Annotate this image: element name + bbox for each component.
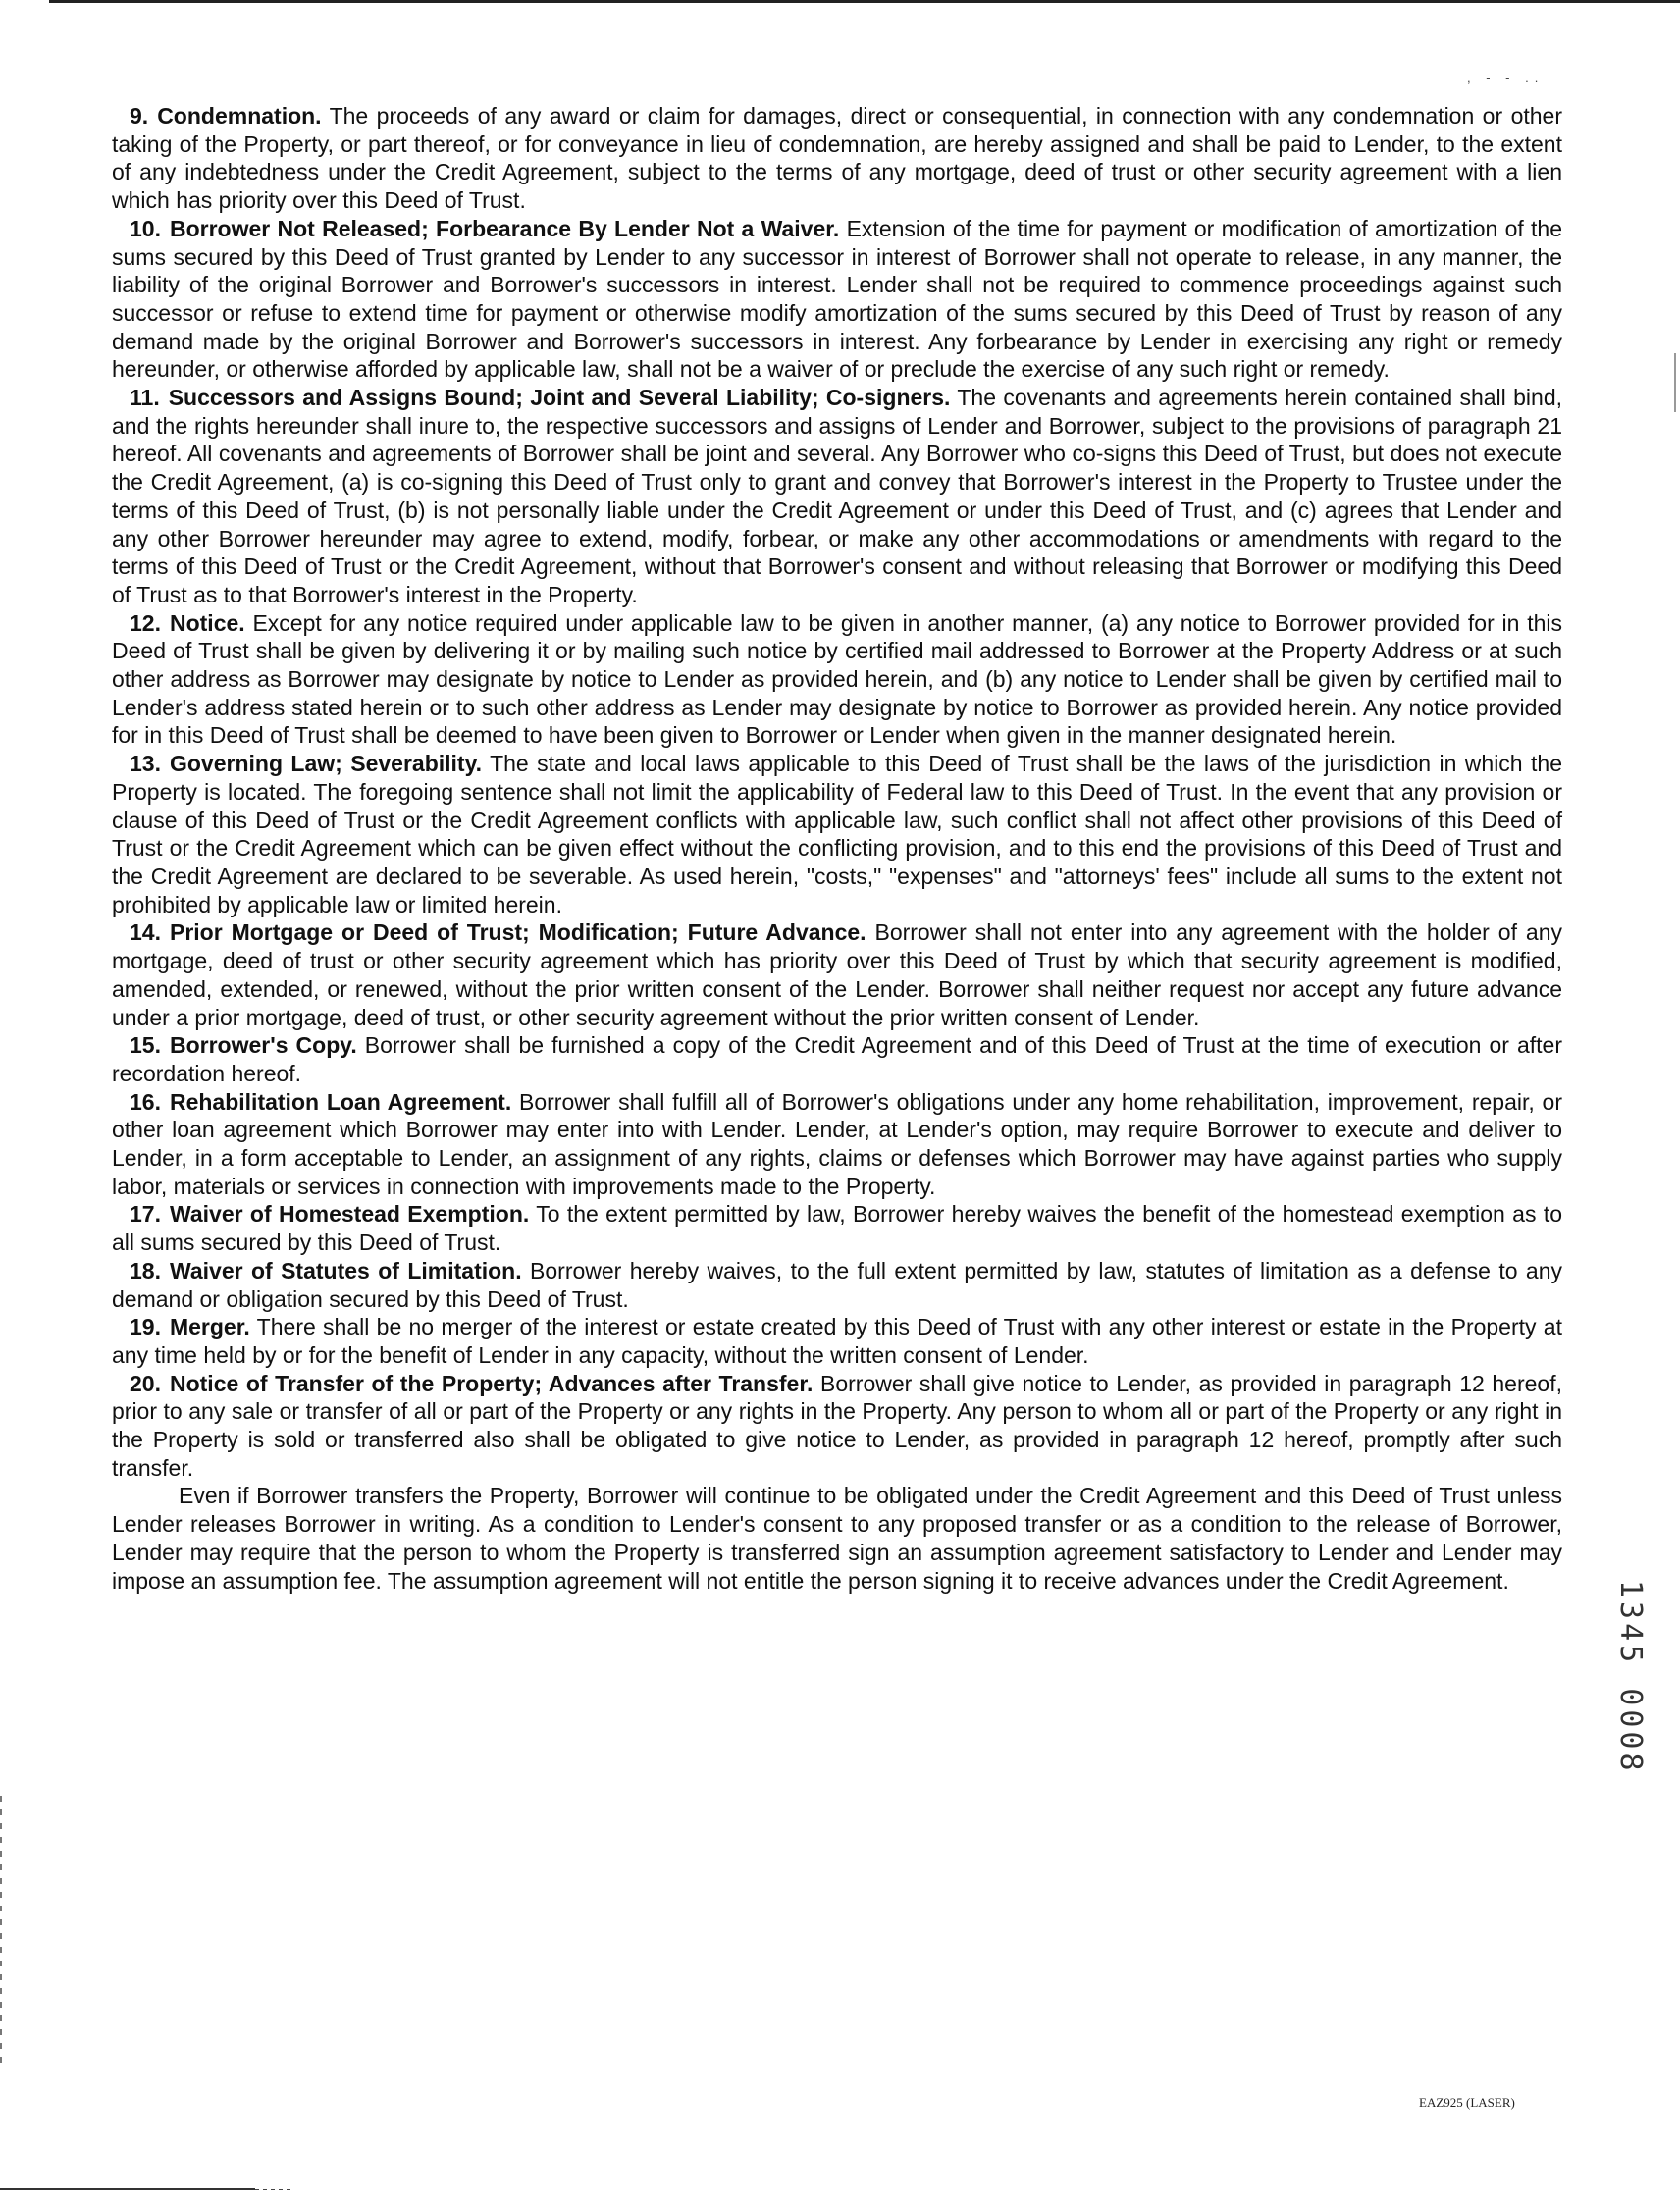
section-title: Notice of Transfer of the Property; Advances after Transfer.: [169, 1370, 814, 1396]
section-20: [112, 1370, 1562, 1483]
section-title: Notice.: [169, 609, 245, 636]
bottom-scan-dash: [255, 2189, 294, 2190]
section-14: [112, 918, 1562, 1031]
section-text: Extension of the time for payment or modification of amortization of the sums secured by this Deed of Trust granted by Lender to any successor in interest of Borrower shall not operate to release, in any manner, the liability of the original Borrower and Borrower's successors in interest. Lender shall not be required to commence proceedings against such successor or refuse to extend time for payment or otherwise modify amortization of the sums secured by this Deed of Trust by reason of any demand made by the original Borrower and Borrower's successors in interest. Any forbearance by Lender in exercising any right or remedy hereunder, or otherwise afforded by applicable law, shall not be a waiver of or preclude the exercise of any such right or remedy.: [112, 215, 1562, 383]
form-code: EAZ925 (LASER): [1419, 2095, 1515, 2110]
section-text: Borrower shall fulfill all of Borrower's obligations under any home rehabilitation, improvement, repair, or other loan agreement which Borrower may enter into with Lender. Lender, at Lender's option, may require Borrower to execute and deliver to Lender, in a form acceptable to Lender, an assignment of any rights, claims or defenses which Borrower may have against parties who supply labor, materials or services in connection with improvements made to the Property.: [112, 1088, 1562, 1199]
section-number: 17.: [130, 1201, 161, 1228]
section-15: [112, 1031, 1562, 1087]
section-text: To the extent permitted by law, Borrower hereby waives the benefit of the homestead exemption as to all sums secured by this Deed of Trust.: [112, 1201, 1562, 1256]
section-title: Rehabilitation Loan Agreement.: [169, 1088, 512, 1115]
section-title: Waiver of Statutes of Limitation.: [169, 1257, 522, 1283]
section-text: Borrower shall be furnished a copy of the Credit Agreement and of this Deed of Trust at the time of execution or after recordation hereof.: [112, 1032, 1563, 1086]
section-19: [112, 1313, 1562, 1369]
section-number: 14.: [130, 919, 161, 946]
recording-stamp: 1345 0008: [1613, 1580, 1648, 1775]
section-text: Except for any notice required under applicable law to be given in another manner, (a) any notice to Borrower provided for in this Deed of Trust shall be given by delivering it or by mailing such notice by certified mail addressed to Borrower at the Property Address or at such other address as Borrower may designate by notice to Lender as provided herein, and (b) any notice to Lender shall be given by certified mail to Lender's address stated herein or to such other address as Lender may designate by notice to Borrower as provided herein. Any notice provided for in this Deed of Trust shall be deemed to have been given to Borrower or Lender when given in the manner designated herein.: [112, 609, 1562, 749]
section-10: [112, 215, 1562, 384]
section-number: 10.: [130, 215, 161, 241]
section-title: Condemnation.: [157, 103, 322, 129]
bottom-scan-border: [0, 2188, 255, 2190]
section-number: 9.: [130, 103, 149, 129]
section-13: [112, 750, 1562, 918]
section-16: [112, 1088, 1562, 1201]
section-number: 11.: [130, 385, 160, 411]
section-title: Waiver of Homestead Exemption.: [169, 1201, 530, 1228]
section-title: Borrower Not Released; Forbearance By Lender Not a Waiver.: [169, 215, 840, 241]
left-scan-edge: [0, 1796, 2, 2070]
section-17: [112, 1200, 1562, 1256]
section-text: Borrower shall not enter into any agreement with the holder of any mortgage, deed of trust or other security agreement which has priority over this Deed of Trust by which that security agreement is modified, amended, extended, or renewed, without the prior written consent of the Lender. Borrower shall neither request nor accept any future advance under a prior mortgage, deed of trust, or other security agreement without the prior written consent of Lender.: [112, 919, 1562, 1030]
section-9: [112, 102, 1562, 215]
section-title: Governing Law; Severability.: [169, 751, 483, 777]
section-number: 12.: [130, 609, 161, 636]
top-scan-border: [49, 0, 1680, 3]
section-text: The state and local laws applicable to this Deed of Trust shall be the laws of the jurisdiction in which the Property is located. The foregoing sentence shall not limit the applicability of Federal law to this Deed of Trust. In the event that any provision or clause of this Deed of Trust or the Credit Agreement conflicts with applicable law, such conflict shall not affect other provisions of this Deed of Trust or the Credit Agreement which can be given effect without the conflicting provision, and to this end the provisions of this Deed of Trust and the Credit Agreement are declared to be severable. As used herein, "costs," "expenses" and "attorneys' fees" include all sums to the extent not prohibited by applicable law or limited herein.: [112, 751, 1562, 917]
section-20-continuation: Even if Borrower transfers the Property, Borrower will continue to be obligated under the Credit Agreement and this Deed of Trust unless Lender releases Borrower in writing. As a condition to Lender's consent to any proposed transfer or as a condition to the release of Borrower, Lender may require that the person to whom the Property is transferred sign an assumption agreement satisfactory to Lender and Lender may impose an assumption fee. The assumption agreement will not entitle the person signing it to receive advances under the Credit Agreement.: [112, 1483, 1562, 1594]
section-text: The proceeds of any award or claim for damages, direct or consequential, in connection with any condemnation or other taking of the Property, or part thereof, or for conveyance in lieu of condemnation, are hereby assigned and shall be paid to Lender, to the extent of any indebtedness under the Credit Agreement, subject to the terms of any mortgage, deed of trust or other security agreement with a lien which has priority over this Deed of Trust.: [112, 103, 1562, 214]
section-number: 13.: [130, 751, 161, 777]
section-number: 18.: [130, 1257, 161, 1283]
section-18: [112, 1257, 1562, 1313]
section-text: There shall be no merger of the interest or estate created by this Deed of Trust with any other interest or estate in the Property at any time held by or for the benefit of Lender in any capacity, without the written consent of Lender.: [112, 1314, 1562, 1368]
section-number: 16.: [130, 1088, 161, 1115]
section-title: Successors and Assigns Bound; Joint and Several Liability; Co-signers.: [168, 385, 951, 411]
section-number: 20.: [130, 1370, 161, 1396]
section-text: Borrower hereby waives, to the full extent permitted by law, statutes of limitation as a defense to any demand or obligation secured by this Deed of Trust.: [112, 1257, 1562, 1312]
right-scan-edge: [1674, 353, 1676, 412]
section-title: Borrower's Copy.: [169, 1032, 357, 1059]
section-11: [112, 384, 1562, 609]
section-text: The covenants and agreements herein contained shall bind, and the rights hereunder shall inure to, the respective successors and assigns of Lender and Borrower, subject to the provisions of paragraph 21 hereof. All covenants and agreements of Borrower shall be joint and several. Any Borrower who co-signs this Deed of Trust, but does not execute the Credit Agreement, (a) is co-signing this Deed of Trust only to grant and convey that Borrower's interest in the Property to Trustee under the terms of this Deed of Trust, (b) is not personally liable under the Credit Agreement or under this Deed of Trust, and (c) agrees that Lender and any other Borrower hereunder may agree to extend, modify, forbear, or make any other accommodations or amendments with regard to the terms of this Deed of Trust or the Credit Agreement, without that Borrower's consent and without releasing that Borrower or modifying this Deed of Trust as to that Borrower's interest in the Property.: [112, 385, 1562, 607]
section-number: 19.: [130, 1314, 161, 1340]
section-title: Prior Mortgage or Deed of Trust; Modification; Future Advance.: [169, 919, 866, 946]
section-text: Borrower shall give notice to Lender, as provided in paragraph 12 hereof, prior to any sale or transfer of all or part of the Property or any rights in the Property. Any person to whom all or part of the Property or any right in the Property is sold or transferred also shall be obligated to give notice to Lender, as provided in paragraph 12 hereof, promptly after such transfer.: [112, 1370, 1562, 1481]
section-title: Merger.: [169, 1314, 250, 1340]
scan-marks: , - - ..: [1467, 71, 1545, 85]
section-number: 15.: [130, 1032, 161, 1059]
section-12: [112, 609, 1562, 751]
deed-body: [112, 102, 1562, 1595]
